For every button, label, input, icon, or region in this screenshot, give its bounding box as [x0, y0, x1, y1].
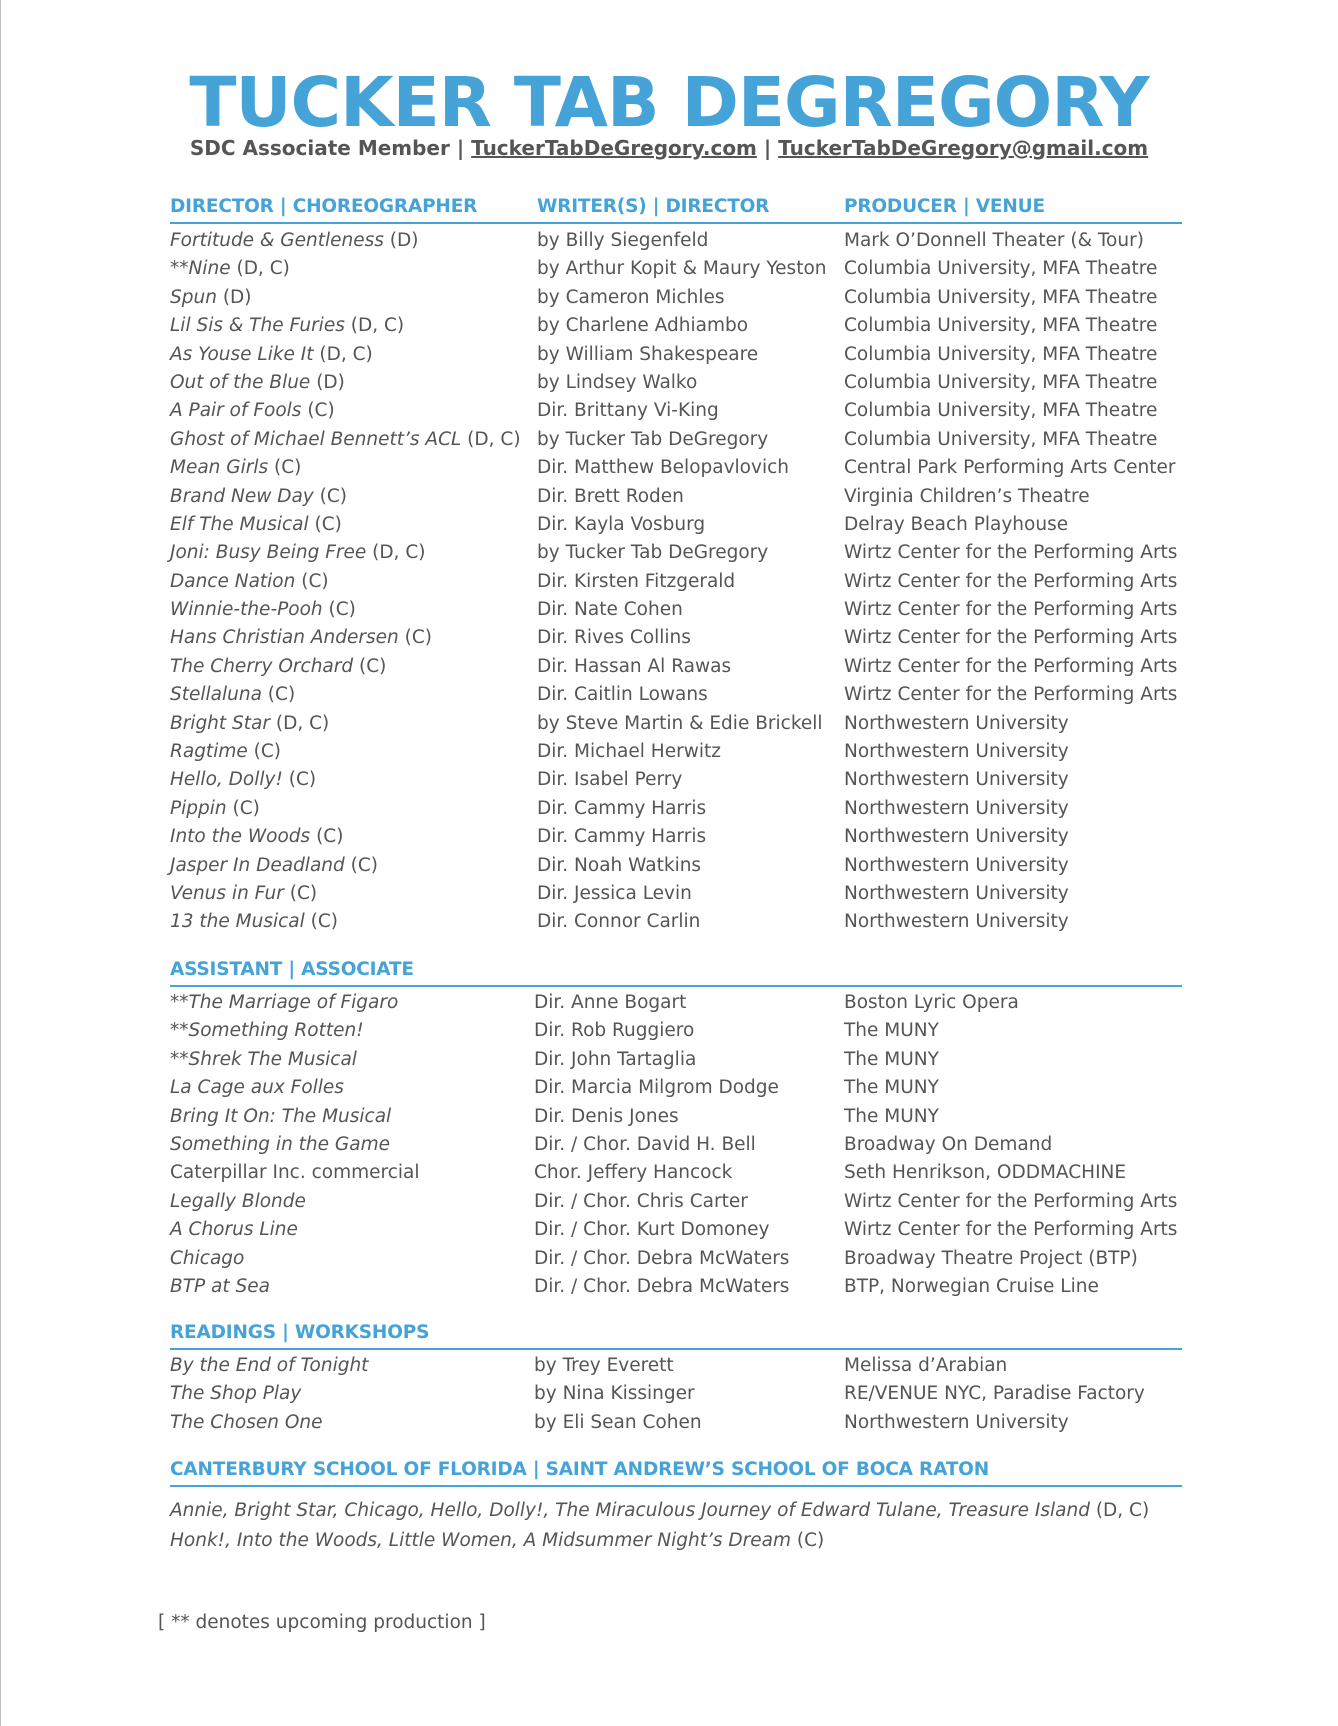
producer-venue: Northwestern University — [844, 882, 1069, 904]
producer-venue: Mark O’Donnell Theater (& Tour) — [844, 230, 1144, 251]
writer-director: Dir. Rives Collins — [537, 627, 691, 649]
producer-venue: The MUNY — [844, 1105, 939, 1127]
writer-director: Dir. / Chor. Kurt Domoney — [534, 1219, 770, 1241]
production-cell — [170, 1046, 357, 1074]
production-title: Elf The Musical — [170, 513, 309, 535]
production-cell — [170, 1131, 390, 1159]
production-role: (D, C) — [269, 712, 330, 734]
list-item — [0, 1046, 1338, 1074]
production-title: Chicago — [170, 1247, 245, 1269]
production-cell — [170, 397, 335, 425]
list-item — [0, 1103, 1338, 1131]
directing-list — [0, 227, 1338, 937]
writer-director: by Billy Siegenfeld — [537, 230, 709, 251]
writer-director: Dir. Brett Roden — [537, 485, 684, 507]
production-title: Brand New Day — [170, 485, 314, 507]
contact-line — [0, 136, 1338, 160]
production-cell — [170, 1352, 368, 1380]
production-cell — [170, 1074, 344, 1102]
writer-director: Dir. Denis Jones — [534, 1105, 679, 1127]
producer-venue: The MUNY — [844, 1020, 939, 1042]
production-cell — [170, 1273, 270, 1301]
writer-director: Dir. Nate Cohen — [537, 599, 683, 621]
production-cell — [170, 738, 281, 766]
production-role: (D, C) — [344, 315, 405, 337]
production-cell — [170, 710, 329, 738]
production-cell — [170, 483, 347, 511]
list-item — [0, 255, 1338, 283]
production-cell — [170, 1017, 364, 1045]
production-title: Legally Blonde — [170, 1190, 306, 1212]
production-title: Something in the Game — [170, 1133, 390, 1155]
production-cell — [170, 255, 290, 283]
production-title: Spun — [170, 286, 217, 308]
producer-venue: Wirtz Center for the Performing Arts — [844, 627, 1178, 649]
writer-director: by Trey Everett — [534, 1355, 674, 1376]
writer-director: Dir. / Chor. Chris Carter — [534, 1190, 748, 1212]
production-cell — [170, 454, 301, 482]
production-role: (C) — [310, 826, 344, 848]
producer-venue: Northwestern University — [844, 826, 1069, 848]
list-item — [0, 1017, 1338, 1045]
production-title: Winnie-the-Pooh — [170, 599, 323, 621]
production-role: (C) — [261, 684, 296, 706]
list-item — [0, 989, 1338, 1017]
production-title: 13 the Musical — [170, 911, 305, 933]
production-cell — [170, 653, 386, 681]
producer-venue: Delray Beach Playhouse — [844, 513, 1069, 535]
producer-venue: Broadway Theatre Project (BTP) — [844, 1247, 1138, 1269]
list-item — [0, 1131, 1338, 1159]
production-cell — [170, 426, 521, 454]
production-role: (C) — [301, 400, 335, 422]
writer-director: Dir. Kayla Vosburg — [537, 513, 706, 535]
producer-venue: RE/VENUE NYC, Paradise Factory — [844, 1383, 1145, 1405]
production-cell — [170, 1188, 306, 1216]
list-item — [0, 596, 1338, 624]
schools-role-1: (D, C) — [1089, 1500, 1150, 1521]
writer-director: Dir. Isabel Perry — [537, 769, 683, 791]
producer-venue: Northwestern University — [844, 854, 1069, 876]
production-title: A Chorus Line — [170, 1219, 298, 1241]
production-role: (C) — [226, 797, 260, 819]
production-title: **Shrek The Musical — [170, 1048, 357, 1070]
production-title: By the End of Tonight — [170, 1355, 369, 1376]
list-item — [0, 710, 1338, 738]
producer-venue: Boston Lyric Opera — [844, 992, 1019, 1013]
writer-director: Dir. Caitlin Lowans — [537, 684, 708, 706]
schools-role-2: (C) — [791, 1530, 825, 1551]
col-producer-venue: PRODUCER | VENUE — [844, 196, 1045, 217]
list-item — [0, 766, 1338, 794]
production-title: Ghost of Michael Bennett’s ACL — [170, 428, 462, 450]
production-title: BTP at Sea — [170, 1275, 270, 1297]
producer-venue: Columbia University, MFA Theatre — [844, 258, 1158, 280]
production-title: A Pair of Fools — [170, 400, 302, 422]
production-role: (C) — [353, 655, 387, 677]
production-cell — [170, 624, 432, 652]
writer-director: Dir. Rob Ruggiero — [534, 1020, 695, 1042]
producer-venue: BTP, Norwegian Cruise Line — [844, 1275, 1099, 1297]
membership: SDC Associate Member — [189, 136, 450, 160]
production-cell — [170, 341, 373, 369]
production-title: The Shop Play — [170, 1383, 302, 1405]
production-title: Hello, Dolly! — [170, 769, 283, 791]
producer-venue: Virginia Children’s Theatre — [844, 485, 1090, 507]
list-item — [0, 511, 1338, 539]
list-item — [0, 852, 1338, 880]
production-cell — [170, 681, 295, 709]
website-link[interactable]: TuckerTabDeGregory.com — [471, 136, 757, 160]
writer-director: Dir. Michael Herwitz — [537, 741, 721, 763]
schools-line-1 — [170, 1496, 1230, 1526]
producer-venue: Broadway On Demand — [844, 1133, 1053, 1155]
writer-director: Dir. Hassan Al Rawas — [537, 655, 732, 677]
list-item — [0, 681, 1338, 709]
list-item — [0, 1074, 1338, 1102]
list-item — [0, 908, 1338, 936]
list-item — [0, 397, 1338, 425]
production-cell — [170, 823, 343, 851]
production-role: (D) — [383, 230, 419, 251]
list-item — [0, 454, 1338, 482]
production-title: Pippin — [170, 797, 227, 819]
production-role: (C) — [247, 741, 281, 763]
writer-director: by Eli Sean Cohen — [534, 1411, 702, 1433]
production-role: (C) — [398, 627, 432, 649]
assistant-header — [170, 955, 1182, 987]
production-cell — [170, 1380, 301, 1408]
directing-header — [170, 192, 1182, 224]
producer-venue: Columbia University, MFA Theatre — [844, 371, 1158, 393]
writer-director: Dir. Brittany Vi-King — [537, 400, 719, 422]
writer-director: by Cameron Michles — [537, 286, 725, 308]
writer-director: Dir. Kirsten Fitzgerald — [537, 570, 736, 592]
production-cell — [170, 852, 378, 880]
list-item — [0, 227, 1338, 255]
producer-venue: Wirtz Center for the Performing Arts — [844, 542, 1178, 564]
producer-venue: Northwestern University — [844, 911, 1069, 933]
list-item — [0, 1380, 1338, 1408]
production-title: Venus in Fur — [170, 882, 284, 904]
list-item — [0, 369, 1338, 397]
schools-line-2 — [170, 1526, 1230, 1556]
resume-name: TUCKER TAB DEGREGORY — [189, 63, 1149, 143]
production-title: La Cage aux Folles — [170, 1077, 344, 1099]
producer-venue: Northwestern University — [844, 769, 1069, 791]
list-item — [0, 341, 1338, 369]
schools-titles-2: Honk!, Into the Woods, Little Women, A Midsummer Night’s Dream — [170, 1530, 791, 1551]
email-link[interactable]: TuckerTabDeGregory@gmail.com — [778, 136, 1149, 160]
producer-venue: Northwestern University — [844, 797, 1069, 819]
production-title: **The Marriage of Figaro — [170, 992, 399, 1013]
writer-director: Dir. Jessica Levin — [537, 882, 692, 904]
readings-list — [0, 1352, 1338, 1437]
production-cell — [170, 989, 398, 1017]
producer-venue: The MUNY — [844, 1048, 939, 1070]
production-cell — [170, 1409, 323, 1437]
production-cell — [170, 369, 345, 397]
producer-venue: Wirtz Center for the Performing Arts — [844, 1190, 1178, 1212]
production-title: **Something Rotten! — [170, 1020, 364, 1042]
writer-director: by Steve Martin & Edie Brickell — [537, 712, 823, 734]
footnote: [ ** denotes upcoming production ] — [158, 1612, 486, 1633]
production-title: Bring It On: The Musical — [170, 1105, 392, 1127]
list-item — [0, 1352, 1338, 1380]
production-title: Hans Christian Andersen — [170, 627, 399, 649]
production-title: **Nine — [170, 258, 231, 280]
list-item — [0, 312, 1338, 340]
production-cell — [170, 880, 317, 908]
writer-director: Dir. / Chor. Debra McWaters — [534, 1247, 790, 1269]
writer-director: Dir. Cammy Harris — [537, 826, 707, 848]
production-cell — [170, 568, 329, 596]
production-cell — [170, 596, 356, 624]
list-item — [0, 426, 1338, 454]
production-cell — [170, 227, 418, 255]
production-role: (C) — [282, 769, 317, 791]
assistant-heading: ASSISTANT | ASSOCIATE — [170, 959, 414, 980]
list-item — [0, 823, 1338, 851]
col-writers-director: WRITER(S) | DIRECTOR — [537, 196, 770, 217]
writer-director: Dir. / Chor. Debra McWaters — [534, 1275, 790, 1297]
writer-director: Dir. / Chor. David H. Bell — [534, 1133, 756, 1155]
producer-venue: Seth Henrikson, ODDMACHINE — [844, 1162, 1127, 1184]
production-title: Out of the Blue — [170, 371, 311, 393]
production-cell — [170, 1103, 391, 1131]
production-title: Caterpillar Inc. commercial — [170, 1162, 420, 1184]
writer-director: by Nina Kissinger — [534, 1383, 695, 1405]
list-item — [0, 795, 1338, 823]
production-title: Mean Girls — [170, 457, 269, 479]
writer-director: Dir. Cammy Harris — [537, 797, 707, 819]
separator: | — [763, 136, 772, 160]
production-role: (D, C) — [366, 542, 426, 564]
writer-director: Dir. Noah Watkins — [537, 854, 702, 876]
production-title: Ragtime — [170, 741, 248, 763]
production-cell — [170, 795, 260, 823]
producer-venue: Melissa d’Arabian — [844, 1355, 1008, 1376]
schools-titles-1: Annie, Bright Star, Chicago, Hello, Dolly!, The Miraculous Journey of Edward Tulane, Treasure Island — [170, 1500, 1090, 1521]
production-title: Stellaluna — [170, 684, 262, 706]
production-title: The Cherry Orchard — [170, 655, 354, 677]
production-role: (D, C) — [313, 343, 373, 365]
schools-heading: CANTERBURY SCHOOL OF FLORIDA | SAINT ANDREW’S SCHOOL OF BOCA RATON — [170, 1459, 989, 1480]
production-role: (D, C) — [230, 258, 290, 280]
list-item — [0, 880, 1338, 908]
production-cell — [170, 908, 338, 936]
production-role: (C) — [322, 599, 356, 621]
col-director-choreographer: DIRECTOR | CHOREOGRAPHER — [170, 196, 478, 217]
list-item — [0, 1409, 1338, 1437]
production-cell — [170, 284, 252, 312]
list-item — [0, 1273, 1338, 1301]
production-role: (C) — [344, 854, 378, 876]
producer-venue: Columbia University, MFA Theatre — [844, 400, 1158, 422]
writer-director: by Tucker Tab DeGregory — [537, 542, 769, 564]
list-item — [0, 653, 1338, 681]
list-item — [0, 1245, 1338, 1273]
producer-venue: Northwestern University — [844, 741, 1069, 763]
producer-venue: Wirtz Center for the Performing Arts — [844, 655, 1178, 677]
assistant-list — [0, 989, 1338, 1301]
list-item — [0, 738, 1338, 766]
writer-director: Dir. Anne Bogart — [534, 992, 687, 1013]
production-title: Dance Nation — [170, 570, 296, 592]
production-role: (D) — [216, 286, 252, 308]
production-title: The Chosen One — [170, 1411, 323, 1433]
producer-venue: Wirtz Center for the Performing Arts — [844, 599, 1178, 621]
production-cell — [170, 1245, 244, 1273]
producer-venue: Central Park Performing Arts Center — [844, 457, 1176, 479]
producer-venue: Columbia University, MFA Theatre — [844, 343, 1158, 365]
production-title: As Youse Like It — [170, 343, 314, 365]
production-cell — [170, 312, 404, 340]
production-role: (C) — [308, 513, 342, 535]
producer-venue: The MUNY — [844, 1077, 939, 1099]
schools-header — [170, 1455, 1182, 1487]
production-cell — [170, 1216, 298, 1244]
producer-venue: Northwestern University — [844, 1411, 1069, 1433]
production-role: (C) — [283, 882, 318, 904]
production-cell — [170, 1159, 420, 1187]
list-item — [0, 624, 1338, 652]
list-item — [0, 1216, 1338, 1244]
separator: | — [456, 136, 465, 160]
list-item — [0, 284, 1338, 312]
list-item — [0, 568, 1338, 596]
producer-venue: Northwestern University — [844, 712, 1069, 734]
writer-director: by Lindsey Walko — [537, 371, 698, 393]
producer-venue: Wirtz Center for the Performing Arts — [844, 684, 1178, 706]
readings-header — [170, 1318, 1182, 1350]
production-title: Into the Woods — [170, 826, 311, 848]
readings-heading: READINGS | WORKSHOPS — [170, 1322, 430, 1343]
production-role: (C) — [268, 457, 302, 479]
list-item — [0, 1159, 1338, 1187]
writer-director: Dir. Connor Carlin — [537, 911, 701, 933]
production-role: (C) — [304, 911, 339, 933]
writer-director: by William Shakespeare — [537, 343, 759, 365]
production-title: Bright Star — [170, 712, 270, 734]
writer-director: Dir. John Tartaglia — [534, 1048, 697, 1070]
production-cell — [170, 766, 316, 794]
production-role: (C) — [295, 570, 329, 592]
production-cell — [170, 539, 425, 567]
writer-director: by Arthur Kopit & Maury Yeston — [537, 258, 827, 280]
producer-venue: Columbia University, MFA Theatre — [844, 286, 1158, 308]
writer-director: by Tucker Tab DeGregory — [537, 428, 769, 450]
writer-director: by Charlene Adhiambo — [537, 315, 749, 337]
producer-venue: Columbia University, MFA Theatre — [844, 428, 1158, 450]
production-role: (C) — [313, 485, 347, 507]
list-item — [0, 1188, 1338, 1216]
production-title: Lil Sis & The Furies — [170, 315, 345, 337]
writer-director: Dir. Marcia Milgrom Dodge — [534, 1077, 779, 1099]
writer-director: Dir. Matthew Belopavlovich — [537, 457, 789, 479]
list-item — [0, 483, 1338, 511]
writer-director: Chor. Jeffery Hancock — [534, 1162, 733, 1184]
production-title: Jasper In Deadland — [170, 854, 345, 876]
producer-venue: Wirtz Center for the Performing Arts — [844, 1219, 1178, 1241]
production-role: (D) — [310, 371, 345, 393]
producer-venue: Wirtz Center for the Performing Arts — [844, 570, 1178, 592]
list-item — [0, 539, 1338, 567]
production-title: Joni: Busy Being Free — [170, 542, 367, 564]
production-cell — [170, 511, 342, 539]
production-role: (D, C) — [461, 428, 521, 450]
producer-venue: Columbia University, MFA Theatre — [844, 315, 1158, 337]
production-title: Fortitude & Gentleness — [170, 230, 384, 251]
